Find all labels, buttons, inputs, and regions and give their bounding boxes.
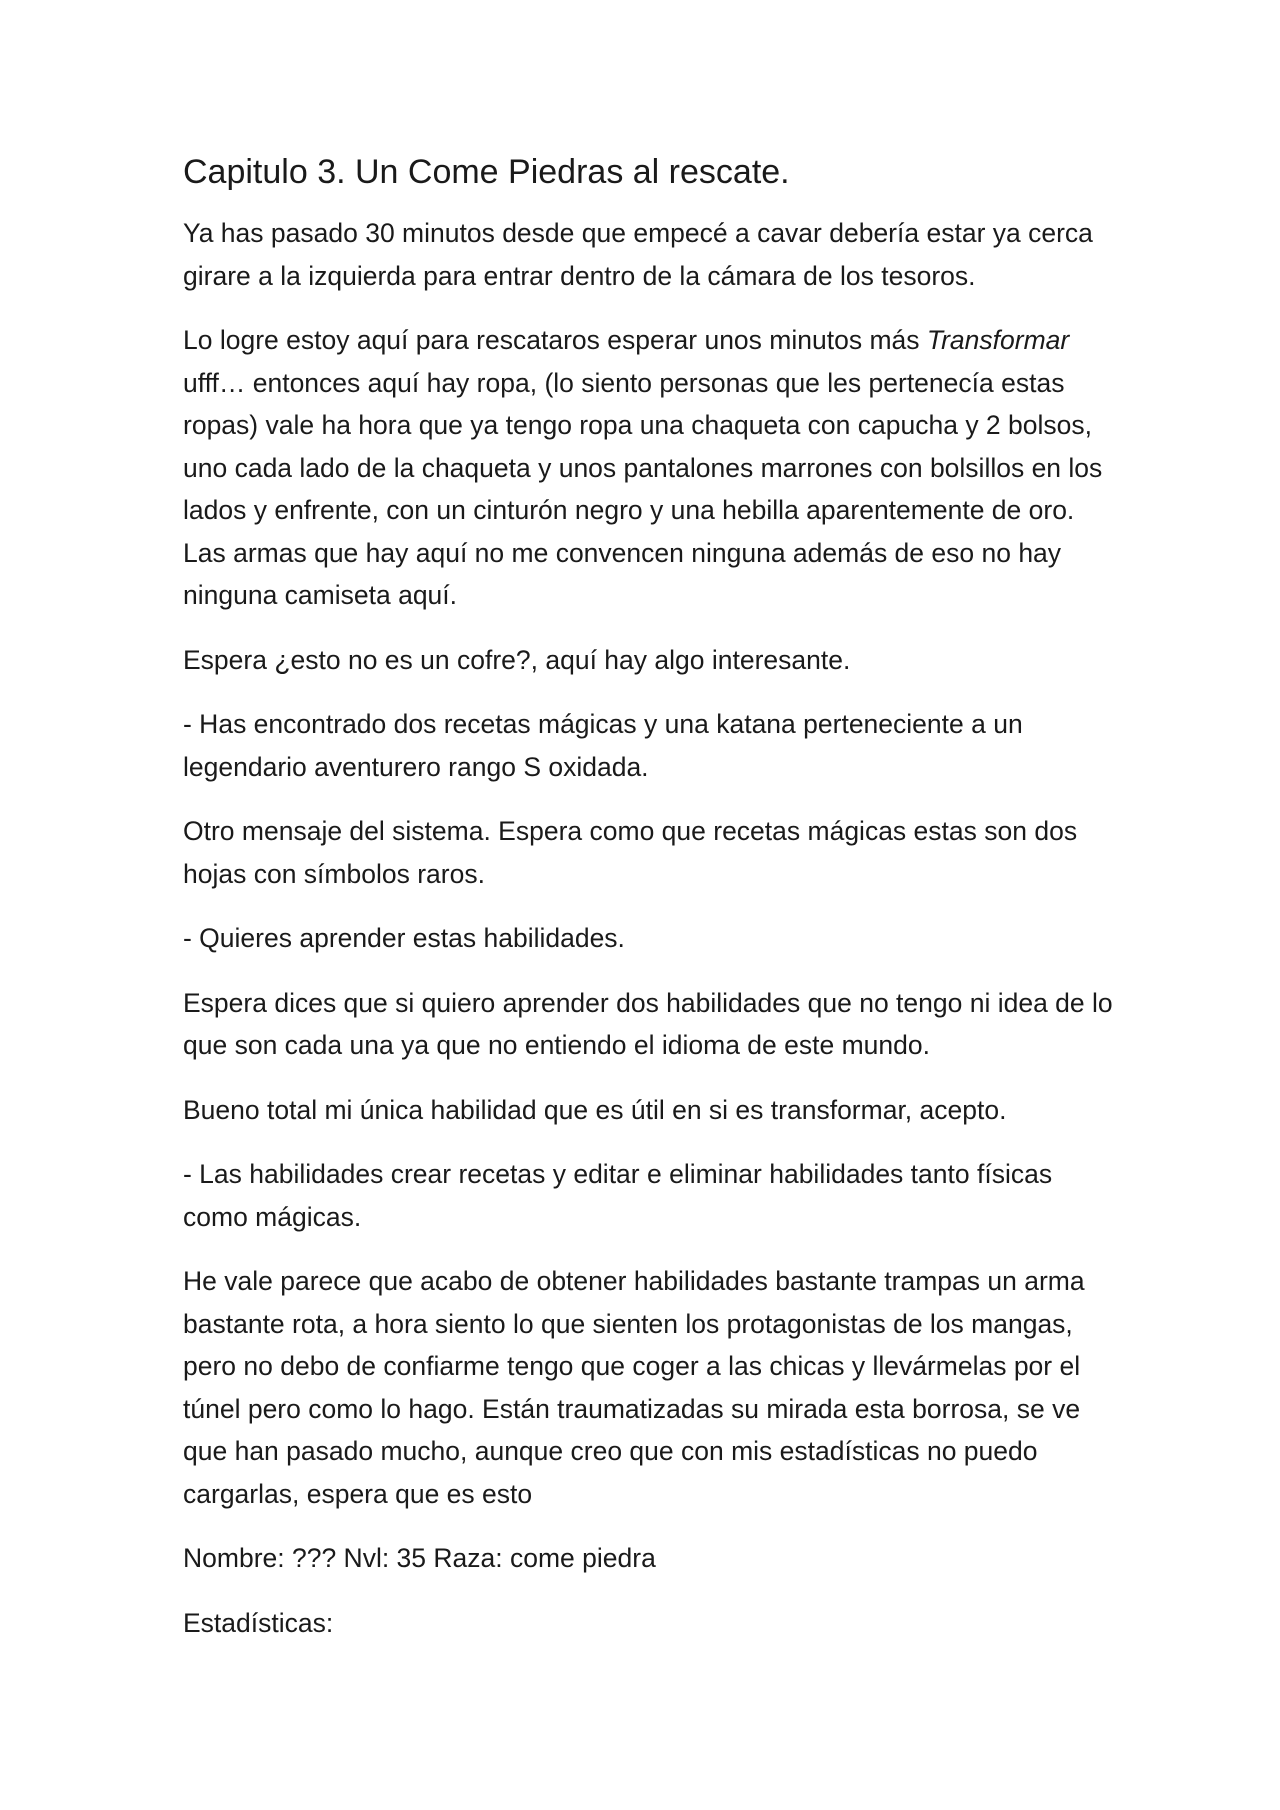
chapter-title: Capitulo 3. Un Come Piedras al rescate. [183,153,790,191]
paragraph-7: Espera dices que si quiero aprender dos habilidades que no tengo ni idea de lo que son cada una ya que no entiendo el idioma de este mundo. [183,987,1113,1061]
paragraph-10: He vale parece que acabo de obtener habilidades bastante trampas un arma bastante rota, a hora siento lo que sienten los protagonistas de los mangas, pero no debo de confiarme tengo que coger a las chicas y llevármelas por el túnel pero como lo hago. Están traumatizadas su mirada esta borrosa, se ve que han pasado mucho, aunque creo que con mis estadísticas no puedo cargarlas, espera que es esto [183,1266,1085,1509]
paragraph-9: - Las habilidades crear recetas y editar e eliminar habilidades tanto físicas como mágicas. [183,1159,1053,1232]
paragraph-2-italic: Transformar [926,325,1070,356]
paragraph-1: Ya has pasado 30 minutos desde que empecé a cavar debería estar ya cerca girare a la izquierda para entrar dentro de la cámara de los tesoros. [183,218,1093,291]
paragraph-8: Bueno total mi única habilidad que es útil en si es transformar, acepto. [183,1094,1007,1125]
paragraph-3: Espera ¿esto no es un cofre?, aquí hay algo interesante. [183,644,851,675]
paragraph-11: Nombre: ??? Nvl: 35 Raza: come piedra [183,1543,656,1574]
paragraph-2-before: Lo logre estoy aquí para rescataros esperar unos minutos más [183,325,927,356]
paragraph-4: - Has encontrado dos recetas mágicas y una katana perteneciente a un legendario aventurero rango S oxidada. [183,709,1023,782]
paragraph-2 [183,319,1113,617]
paragraph-2-after: ufff… entonces aquí hay ropa, (lo siento personas que les pertenecía estas ropas) vale ha hora que ya tengo ropa una chaqueta con capucha y 2 bolsos, uno cada lado de la chaqueta y unos pantalones marrones con bolsillos en los lados y enfrente, con un cinturón negro y una hebilla aparentemente de oro. Las armas que hay aquí no me convencen ninguna además de eso no hay ninguna camiseta aquí. [183,367,1103,611]
paragraph-12: Estadísticas: [183,1607,334,1638]
document-page [183,150,1113,1666]
paragraph-6: - Quieres aprender estas habilidades. [183,923,625,954]
paragraph-5: Otro mensaje del sistema. Espera como que recetas mágicas estas son dos hojas con símbolos raros. [183,816,1078,889]
